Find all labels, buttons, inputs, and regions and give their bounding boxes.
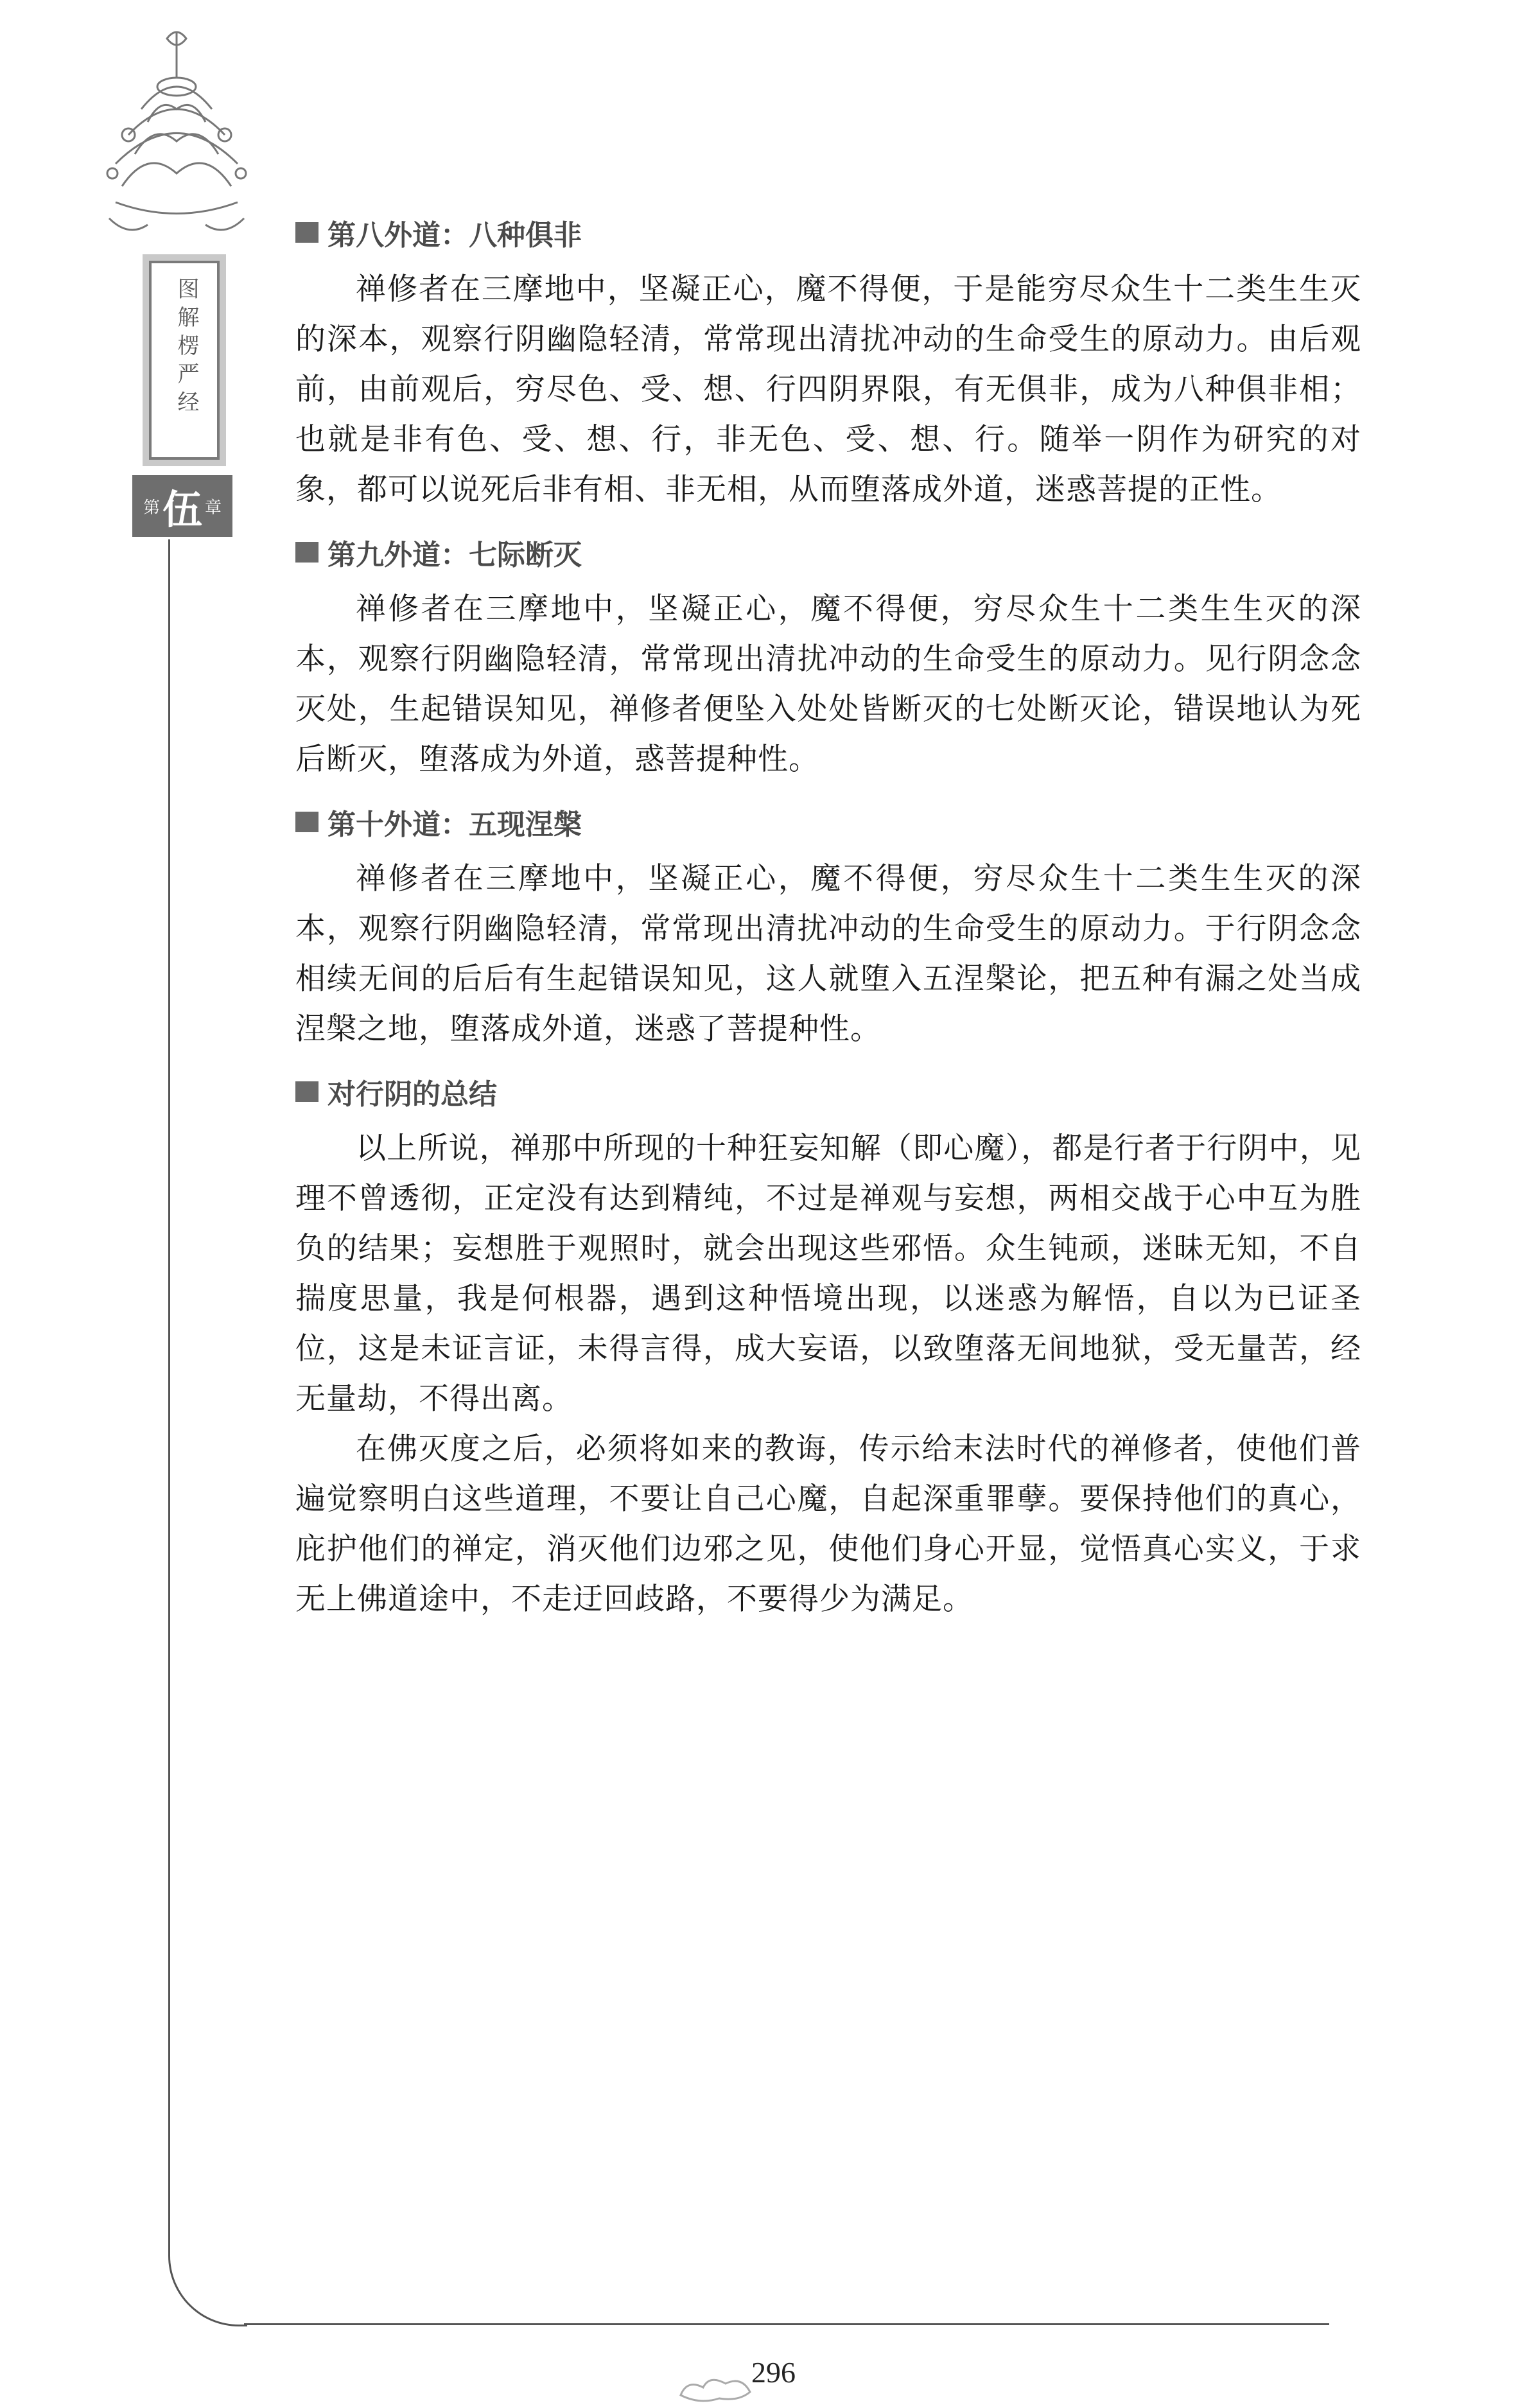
book-title-text: 图解楞严经 <box>173 277 199 419</box>
section-heading <box>295 532 1361 573</box>
square-bullet-icon <box>295 1081 318 1102</box>
paragraph: 禅修者在三摩地中，坚凝正心，魔不得便，穷尽众生十二类生生灭的深本，观察行阴幽隐轻清，常常现出清扰冲动的生命受生的原动力。于行阴念念相续无间的后后有生起错误知见，这人就堕入五涅槃论，把五种有漏之处当成涅槃之地，堕落成外道，迷惑了菩提种性。 <box>295 861 1361 1047</box>
square-bullet-icon <box>295 542 318 563</box>
page-bottom-rule <box>244 2323 1329 2325</box>
chapter-number: 伍 <box>162 485 202 533</box>
section-heading <box>295 1071 1361 1112</box>
section-heading-text: 第九外道：七际断灭 <box>327 539 582 571</box>
page-number: 296 <box>751 2356 796 2389</box>
lotus-ornament-icon <box>90 26 263 257</box>
page-frame-line <box>168 539 247 2326</box>
section-tenth <box>295 801 1361 1054</box>
square-bullet-icon <box>295 812 318 832</box>
cloud-ornament-icon <box>674 2369 758 2408</box>
paragraph: 禅修者在三摩地中，坚凝正心，魔不得便，穷尽众生十二类生生灭的深本，观察行阴幽隐轻清，常常现出清扰冲动的生命受生的原动力。见行阴念念灭处，生起错误知见，禅修者便坠入处处皆断灭的七处断灭论，错误地认为死后断灭，堕落成为外道，惑菩提种性。 <box>295 591 1361 777</box>
paragraph: 以上所说，禅那中所现的十种狂妄知解（即心魔），都是行者于行阴中，见理不曾透彻，正定没有达到精纯，不过是禅观与妄想，两相交战于心中互为胜负的结果；妄想胜于观照时，就会出现这些邪悟。众生钝顽，迷昧无知，不自揣度思量，我是何根器，遇到这种悟境出现，以迷惑为解悟，自以为已证圣位，这是未证言证，未得言得，成大妄语，以致堕落无间地狱，受无量苦，经无量劫，不得出离。 <box>295 1131 1361 1417</box>
paragraph: 在佛灭度之后，必须将如来的教诲，传示给末法时代的禅修者，使他们普遍觉察明白这些道理，不要让自己心魔，自起深重罪孽。要保持他们的真心，庇护他们的禅定，消灭他们边邪之见，使他们身心开显，觉悟真心实义，于求无上佛道途中，不走迂回歧路，不要得少为满足。 <box>295 1431 1361 1617</box>
section-heading-text: 第十外道：五现涅槃 <box>327 808 582 841</box>
page-content <box>295 212 1361 1641</box>
section-ninth <box>295 532 1361 785</box>
section-heading <box>295 801 1361 842</box>
chapter-prefix: 第 <box>143 498 160 518</box>
square-bullet-icon <box>295 222 318 243</box>
chapter-badge <box>132 475 232 537</box>
book-title-label <box>149 261 220 460</box>
chapter-suffix: 章 <box>205 498 222 518</box>
section-eighth <box>295 212 1361 515</box>
paragraph: 禅修者在三摩地中，坚凝正心，魔不得便，于是能穷尽众生十二类生生灭的深本，观察行阴幽隐轻清，常常现出清扰冲动的生命受生的原动力。由后观前，由前观后，穷尽色、受、想、行四阴界限，有无俱非，成为八种俱非相；也就是非有色、受、想、行，非无色、受、想、行。随举一阴作为研究的对象，都可以说死后非有相、非无相，从而堕落成外道，迷惑菩提的正性。 <box>295 272 1361 507</box>
section-summary <box>295 1071 1361 1625</box>
section-heading-text: 对行阴的总结 <box>327 1078 497 1111</box>
section-heading <box>295 212 1361 253</box>
section-heading-text: 第八外道：八种俱非 <box>327 219 582 252</box>
